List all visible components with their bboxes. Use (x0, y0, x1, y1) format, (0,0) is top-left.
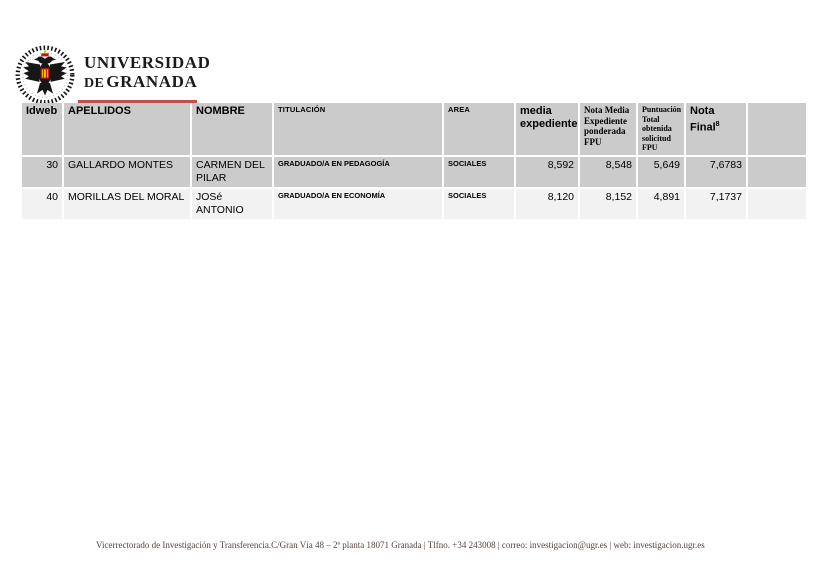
col-header-nota-media-fpu: Nota Media Expediente ponderada FPU (580, 103, 636, 155)
brand-wordmark-name: GRANADA (106, 72, 198, 91)
col-header-nombre: NOMBRE (192, 103, 272, 155)
table-row (22, 189, 806, 219)
cell-puntuacion-fpu: 4,891 (638, 189, 684, 219)
nota-final-footnote-mark: 8 (715, 121, 720, 128)
cell-puntuacion-fpu: 5,649 (638, 157, 684, 187)
brand-wordmark-de: DE (84, 76, 105, 91)
cell-apellidos: GALLARDO MONTES (64, 157, 190, 187)
cell-idweb: 30 (22, 157, 62, 187)
cell-empty (748, 157, 806, 187)
col-header-nota-final (686, 103, 746, 155)
results-table (20, 101, 808, 221)
cell-empty (748, 189, 806, 219)
cell-area: SOCIALES (444, 189, 514, 219)
col-header-media-expediente: media expediente (516, 103, 578, 155)
footer-contact-info: Vicerrectorado de Investigación y Transferencia.C/Gran Vía 48 – 2ª planta 18071 Granada | Tlfno. +34 243008 | correo: investigacion@ugr.es | web: investigacion.ugr.es (96, 540, 705, 550)
cell-media-expediente: 8,592 (516, 157, 578, 187)
nota-final-label: Nota Final (690, 105, 716, 134)
cell-nota-final: 7,1737 (686, 189, 746, 219)
cell-titulacion: GRADUADO/A EN PEDAGOGÍA (274, 157, 442, 187)
cell-media-expediente: 8,120 (516, 189, 578, 219)
col-header-apellidos: APELLIDOS (64, 103, 190, 155)
brand-wordmark-line1: UNIVERSIDAD (84, 53, 211, 72)
table-header-row (22, 103, 806, 155)
table-row (22, 157, 806, 187)
cell-nota-media-fpu: 8,152 (580, 189, 636, 219)
brand-wordmark (84, 53, 224, 93)
cell-nota-media-fpu: 8,548 (580, 157, 636, 187)
col-header-idweb: Idweb (22, 103, 62, 155)
col-header-empty (748, 103, 806, 155)
col-header-area: AREA (444, 103, 514, 155)
col-header-puntuacion-fpu: Puntuación Total obtenida solicitud FPU (638, 103, 684, 155)
cell-apellidos: MORILLAS DEL MORAL (64, 189, 190, 219)
cell-area: SOCIALES (444, 157, 514, 187)
col-header-titulacion: TITULACIÓN (274, 103, 442, 155)
cell-nombre: JOSé ANTONIO (192, 189, 272, 219)
brand-wordmark-line2 (84, 72, 224, 93)
ugr-seal-logo (14, 44, 76, 106)
cell-nota-final: 7,6783 (686, 157, 746, 187)
cell-nombre: CARMEN DEL PILAR (192, 157, 272, 187)
cell-titulacion: GRADUADO/A EN ECONOMÍA (274, 189, 442, 219)
cell-idweb: 40 (22, 189, 62, 219)
